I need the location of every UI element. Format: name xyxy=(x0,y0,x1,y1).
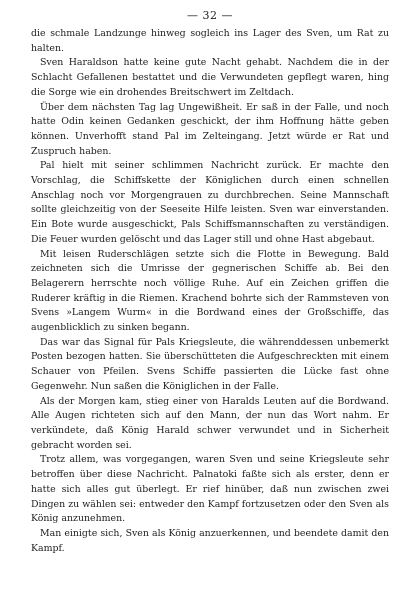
body-text xyxy=(31,27,389,556)
book-page xyxy=(31,9,389,556)
paragraph: Trotz allem, was vorgegangen, waren Sven und seine Kriegsleute sehr betroffen über diese Nachricht. Palnatoki faßte sich als erster, denn er hatte sich alles gut überlegt. Er rief hinüber, daß nun zwischen zwei Dingen zu wählen sei: entweder den Kampf fortzusetzen oder den Sven als König anzunehmen. xyxy=(31,454,389,525)
paragraph: Das war das Signal für Pals Kriegsleute, die währenddessen unbemerkt Posten bezogen hatten. Sie überschütteten die Aufgeschreckten mit einem Schauer von Pfeilen. Svens Schiffe passierten die Lücke fast ohne Gegenwehr. Nun saßen die Königlichen in der Falle. xyxy=(31,336,389,392)
paragraph: Über dem nächsten Tag lag Ungewißheit. Er saß in der Falle, und noch hatte Odin keinen Gedanken geschickt, der ihm Hoffnung hätte geben können. Unverhofft stand Pal im Zelteingang. Jetzt würde er Rat und Zuspruch haben. xyxy=(31,101,389,157)
paragraph: Mit leisen Ruderschlägen setzte sich die Flotte in Bewegung. Bald zeichneten sich die Umrisse der gegnerischen Schiffe ab. Bei den Belagerern herrschte noch völlige Ruhe. Auf ein Zeichen griffen die Ruderer kräftig in die Riemen. Krachend bohrte sich der Rammsteven von Svens »Langem Wurm« in die Bordwand eines der Großschiffe, das augenblicklich zu sinken begann. xyxy=(31,248,389,334)
paragraph: Pal hielt mit seiner schlimmen Nachricht zurück. Er machte den Vorschlag, die Schiffskette der Königlichen durch einen schnellen Anschlag noch vor Morgengrauen zu durchbrechen. Seine Mannschaft sollte gleichzeitig von der Seeseite Hilfe leisten. Sven war einverstanden. Ein Bote wurde ausgeschickt, Pals Schiffsmannschaften zu verständigen. Die Feuer wurden gelöscht und das Lager still und ohne Hast abgebaut. xyxy=(31,160,389,245)
paragraph: Als der Morgen kam, stieg einer von Haralds Leuten auf die Bordwand. Alle Augen richteten sich auf den Mann, der nun das Wort nahm. Er verkündete, daß König Harald schwer verwundet und in Sicherheit gebracht worden sei. xyxy=(31,395,389,451)
paragraph: die schmale Landzunge hinweg sogleich ins Lager des Sven, um Rat zu halten. xyxy=(31,28,389,54)
paragraph: Man einigte sich, Sven als König anzuerkennen, und beendete damit den Kampf. xyxy=(31,527,389,554)
page-number: — 32 — xyxy=(187,9,233,22)
paragraph: Sven Haraldson hatte keine gute Nacht gehabt. Nachdem die in der Schlacht Gefallenen bestattet und die Verwundeten gepflegt waren, hing die Sorge wie ein drohendes Breitschwert im Zeltdach. xyxy=(31,57,389,98)
